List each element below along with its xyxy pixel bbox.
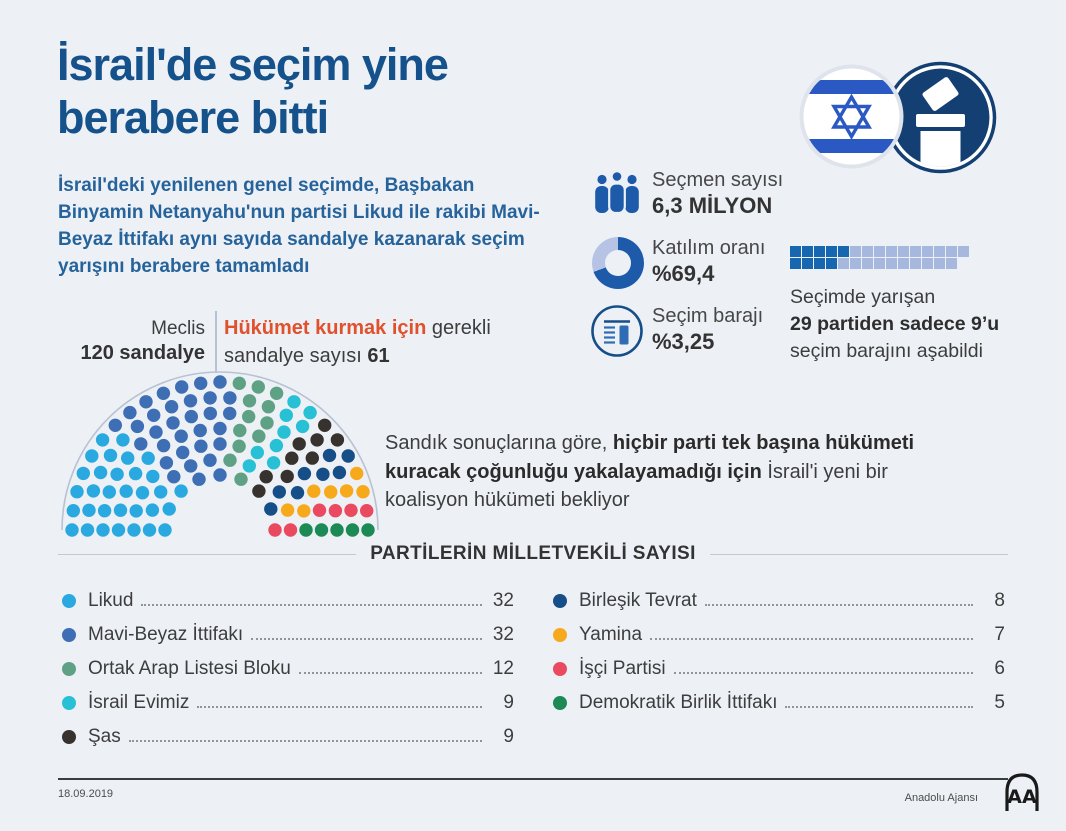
- majority-label-orange: Hükümet kurmak için: [224, 317, 427, 339]
- heading-line-right: [710, 554, 1008, 555]
- waffle-cell: [814, 258, 825, 269]
- waffle-cell: [958, 246, 969, 257]
- seats-total-label: 120 sandalye: [80, 342, 205, 364]
- seat-dot: [293, 437, 306, 450]
- seat-dot: [307, 485, 320, 498]
- footer-divider: [58, 778, 1008, 780]
- stat-turnout-value: %69,4: [652, 261, 715, 286]
- waffle-cell: [922, 246, 933, 257]
- party-row: [553, 652, 1005, 686]
- page-title: [57, 38, 448, 144]
- waffle-cell: [946, 258, 957, 269]
- waffle-cell: [850, 258, 861, 269]
- waffle-caption-line3: seçim barajını aşabildi: [790, 340, 983, 362]
- note-pre: Sandık sonuçlarına göre,: [385, 432, 613, 454]
- seat-dot: [174, 484, 187, 497]
- turnout-donut-icon: [592, 237, 644, 289]
- section-heading: [58, 543, 1008, 565]
- seat-dot: [67, 504, 80, 517]
- seat-dot: [260, 470, 273, 483]
- seat-dot: [127, 523, 140, 536]
- parties-waffle-chart: [790, 246, 969, 269]
- seat-dot: [234, 473, 247, 486]
- party-name: Birleşik Tevrat: [579, 590, 697, 611]
- seat-dot: [344, 504, 357, 517]
- waffle-cell: [910, 258, 921, 269]
- seat-dot: [223, 391, 236, 404]
- seat-dot: [82, 504, 95, 517]
- stat-voters-label: Seçmen sayısı: [652, 169, 784, 191]
- seat-dot: [233, 377, 246, 390]
- party-name: İsrail Evimiz: [88, 692, 190, 713]
- note-bold: hiçbir parti tek başına hükümeti kuracak çoğunluğu yakalayamadığı için: [385, 432, 920, 483]
- stat-threshold: [652, 304, 763, 355]
- waffle-cell: [802, 246, 813, 257]
- seat-dot: [65, 523, 78, 536]
- seat-dot: [291, 486, 304, 499]
- party-color-dot: [553, 628, 567, 642]
- seat-dot: [96, 523, 109, 536]
- party-list-left: [62, 584, 514, 754]
- seat-dot: [281, 503, 294, 516]
- seat-dot: [160, 456, 173, 469]
- seat-dot: [268, 523, 281, 536]
- party-name: Likud: [88, 590, 134, 611]
- seat-dot: [121, 451, 134, 464]
- party-name: Şas: [88, 726, 121, 747]
- seat-dot: [154, 485, 167, 498]
- seat-dot: [192, 473, 205, 486]
- party-name: Demokratik Birlik İttifakı: [579, 692, 778, 713]
- seat-dot: [185, 410, 198, 423]
- seat-dot: [176, 446, 189, 459]
- seat-dot: [356, 485, 369, 498]
- majority-number: 61: [367, 345, 390, 367]
- dotted-leader: [299, 672, 482, 674]
- seat-dot: [303, 406, 316, 419]
- dotted-leader: [197, 706, 482, 708]
- party-color-dot: [553, 594, 567, 608]
- party-name: Yamina: [579, 624, 643, 645]
- dotted-leader: [785, 706, 973, 708]
- seat-dot: [264, 502, 277, 515]
- seat-dot: [324, 485, 337, 498]
- waffle-cell: [850, 246, 861, 257]
- party-row: [62, 686, 514, 720]
- meclis-label: Meclis: [151, 318, 205, 339]
- dotted-leader: [251, 638, 482, 640]
- seat-dot: [287, 395, 300, 408]
- seat-dot: [299, 523, 312, 536]
- waffle-cell: [898, 246, 909, 257]
- waffle-cell: [934, 258, 945, 269]
- parliament-total-label: [60, 316, 205, 366]
- seat-dot: [129, 467, 142, 480]
- seat-dot: [251, 446, 264, 459]
- seat-dot: [277, 425, 290, 438]
- seat-dot: [280, 409, 293, 422]
- seat-dot: [184, 459, 197, 472]
- seat-dot: [158, 523, 171, 536]
- seat-dot: [260, 416, 273, 429]
- seat-dot: [204, 407, 217, 420]
- party-seat-count: 32: [492, 624, 514, 645]
- seat-dot: [243, 459, 256, 472]
- seat-dot: [333, 466, 346, 479]
- seat-dot: [252, 484, 265, 497]
- seat-dot: [329, 504, 342, 517]
- seat-dot: [142, 452, 155, 465]
- parliament-seat-chart: [54, 360, 394, 538]
- party-row: [62, 720, 514, 754]
- seat-dot: [70, 485, 83, 498]
- party-seat-count: 6: [994, 658, 1005, 679]
- waffle-cell: [874, 246, 885, 257]
- stat-turnout: [652, 236, 765, 287]
- seat-dot: [310, 433, 323, 446]
- party-seat-count: 12: [492, 658, 514, 679]
- party-name: Mavi-Beyaz İttifakı: [88, 624, 244, 645]
- seat-dot: [146, 470, 159, 483]
- seat-dot: [232, 440, 245, 453]
- seat-dot: [157, 439, 170, 452]
- dotted-leader: [141, 604, 482, 606]
- stat-voters: [652, 168, 783, 219]
- waffle-caption: [790, 284, 999, 365]
- seat-dot: [94, 466, 107, 479]
- party-seat-count: 5: [994, 692, 1005, 713]
- svg-text:AA: AA: [1007, 786, 1037, 808]
- seat-dot: [203, 391, 216, 404]
- party-seat-count: 9: [503, 692, 514, 713]
- seat-dot: [81, 523, 94, 536]
- party-color-dot: [62, 696, 76, 710]
- party-row: [553, 618, 1005, 652]
- seat-dot: [298, 467, 311, 480]
- seat-dot: [96, 433, 109, 446]
- party-seat-count: 9: [503, 726, 514, 747]
- coalition-note: [385, 429, 970, 515]
- party-row: [62, 652, 514, 686]
- seat-dot: [213, 468, 226, 481]
- party-color-dot: [62, 662, 76, 676]
- seat-dot: [165, 400, 178, 413]
- seat-dot: [262, 400, 275, 413]
- seat-dot: [175, 430, 188, 443]
- waffle-cell: [838, 246, 849, 257]
- stat-turnout-label: Katılım oranı: [652, 237, 766, 259]
- waffle-cell: [886, 258, 897, 269]
- seat-dot: [136, 486, 149, 499]
- seat-dot: [281, 470, 294, 483]
- seat-dot: [112, 523, 125, 536]
- party-seat-count: 32: [492, 590, 514, 611]
- seat-dot: [318, 419, 331, 432]
- seat-dot: [296, 420, 309, 433]
- seat-dot: [270, 387, 283, 400]
- seat-dot: [120, 485, 133, 498]
- seat-dot: [223, 454, 236, 467]
- seat-dot: [103, 485, 116, 498]
- footer-agency: Anadolu Ajansı: [904, 792, 978, 804]
- party-color-dot: [62, 594, 76, 608]
- seat-dot: [109, 419, 122, 432]
- majority-label-rest: gerekli: [426, 317, 491, 339]
- waffle-cell: [790, 258, 801, 269]
- seat-dot: [331, 433, 344, 446]
- seat-dot: [175, 380, 188, 393]
- stat-threshold-label: Seçim barajı: [652, 305, 764, 327]
- dotted-leader: [674, 672, 973, 674]
- seat-dot: [203, 454, 216, 467]
- note-post: İsrail'i yeni bir koalisyon hükümeti bekliyor: [385, 460, 894, 511]
- waffle-cell: [826, 246, 837, 257]
- seat-dot: [243, 394, 256, 407]
- seat-dot: [323, 449, 336, 462]
- party-name: İşçi Partisi: [579, 658, 666, 679]
- waffle-cell: [946, 246, 957, 257]
- intro-text: İsrail'deki yenilenen genel seçimde, Başbakan Binyamin Netanyahu'nun partisi Likud ile rakibi Mavi-Beyaz İttifakı aynı sayıda sandalye kazanarak seçim yarışını berabere tamamladı: [58, 175, 540, 277]
- seat-dot: [146, 503, 159, 516]
- party-color-dot: [62, 730, 76, 744]
- party-seat-count: 8: [994, 590, 1005, 611]
- stat-voters-value: 6,3 MİLYON: [652, 193, 773, 218]
- party-name: Ortak Arap Listesi Bloku: [88, 658, 291, 679]
- waffle-cell: [802, 258, 813, 269]
- seat-dot: [130, 504, 143, 517]
- seat-dot: [184, 394, 197, 407]
- waffle-cell: [862, 246, 873, 257]
- dotted-leader: [705, 604, 973, 606]
- majority-line2: sandalye sayısı: [224, 345, 368, 367]
- voters-icon: [592, 169, 642, 216]
- stat-threshold-value: %3,25: [652, 329, 715, 354]
- seat-dot: [123, 406, 136, 419]
- seat-dot: [285, 452, 298, 465]
- seat-dot: [342, 449, 355, 462]
- seat-dot: [330, 523, 343, 536]
- dotted-leader: [129, 740, 482, 742]
- seat-dot: [213, 375, 226, 388]
- seat-dot: [116, 433, 129, 446]
- waffle-cell: [922, 258, 933, 269]
- dotted-leader: [650, 638, 973, 640]
- seat-dot: [361, 523, 374, 536]
- seat-dot: [87, 484, 100, 497]
- seat-dot: [233, 424, 246, 437]
- party-row: [62, 618, 514, 652]
- waffle-cell: [910, 246, 921, 257]
- waffle-cell: [790, 246, 801, 257]
- seat-dot: [270, 439, 283, 452]
- section-heading-text: PARTİLERİN MİLLETVEKİLİ SAYISI: [370, 543, 696, 564]
- party-color-dot: [553, 662, 567, 676]
- seat-dot: [306, 451, 319, 464]
- title-line-2: berabere bitti: [57, 92, 329, 143]
- seat-dot: [213, 422, 226, 435]
- seat-dot: [85, 449, 98, 462]
- party-color-dot: [62, 628, 76, 642]
- seat-dot: [297, 504, 310, 517]
- waffle-cell: [814, 246, 825, 257]
- waffle-cell: [934, 246, 945, 257]
- seat-dot: [110, 468, 123, 481]
- seat-dot: [147, 409, 160, 422]
- waffle-cell: [898, 258, 909, 269]
- waffle-cell: [838, 258, 849, 269]
- waffle-cell: [886, 246, 897, 257]
- seat-dot: [98, 504, 111, 517]
- seat-dot: [213, 437, 226, 450]
- seat-dot: [114, 504, 127, 517]
- threshold-icon: [590, 304, 644, 358]
- waffle-cell: [826, 258, 837, 269]
- seat-dot: [252, 430, 265, 443]
- seat-dot: [242, 410, 255, 423]
- seat-dot: [166, 416, 179, 429]
- seat-dot: [315, 523, 328, 536]
- donut-hole: [605, 250, 631, 276]
- party-seat-count: 7: [994, 624, 1005, 645]
- seat-dot: [346, 523, 359, 536]
- seat-dot: [131, 420, 144, 433]
- party-row: [62, 584, 514, 618]
- party-list-right: [553, 584, 1005, 720]
- seat-dot: [163, 502, 176, 515]
- waffle-cell: [874, 258, 885, 269]
- waffle-cell: [862, 258, 873, 269]
- seat-dot: [284, 523, 297, 536]
- seat-dot: [143, 523, 156, 536]
- seat-dot: [134, 437, 147, 450]
- seat-dot: [139, 395, 152, 408]
- anadolu-agency-logo: [1000, 770, 1044, 812]
- seat-dot: [273, 485, 286, 498]
- seat-dot: [313, 504, 326, 517]
- seat-dot: [104, 449, 117, 462]
- seat-dot: [194, 377, 207, 390]
- seat-dot: [340, 484, 353, 497]
- seat-dot: [149, 425, 162, 438]
- seat-dot: [194, 424, 207, 437]
- seat-dot: [223, 407, 236, 420]
- seat-dot: [194, 440, 207, 453]
- waffle-caption-line1: Seçimde yarışan: [790, 286, 936, 308]
- party-row: [553, 584, 1005, 618]
- footer-date: 18.09.2019: [58, 788, 114, 800]
- seat-dot: [252, 380, 265, 393]
- waffle-caption-bold: 29 partiden sadece 9’u: [790, 313, 1000, 335]
- seat-dot: [267, 456, 280, 469]
- title-line-1: İsrail'de seçim yine: [57, 39, 448, 90]
- heading-line-left: [58, 554, 356, 555]
- seat-dot: [167, 470, 180, 483]
- seat-dot: [350, 467, 363, 480]
- party-color-dot: [553, 696, 567, 710]
- party-row: [553, 686, 1005, 720]
- israel-flag-icon: [799, 64, 904, 169]
- seat-dot: [360, 504, 373, 517]
- seat-dot: [316, 468, 329, 481]
- seat-dot: [77, 467, 90, 480]
- seat-dot: [157, 387, 170, 400]
